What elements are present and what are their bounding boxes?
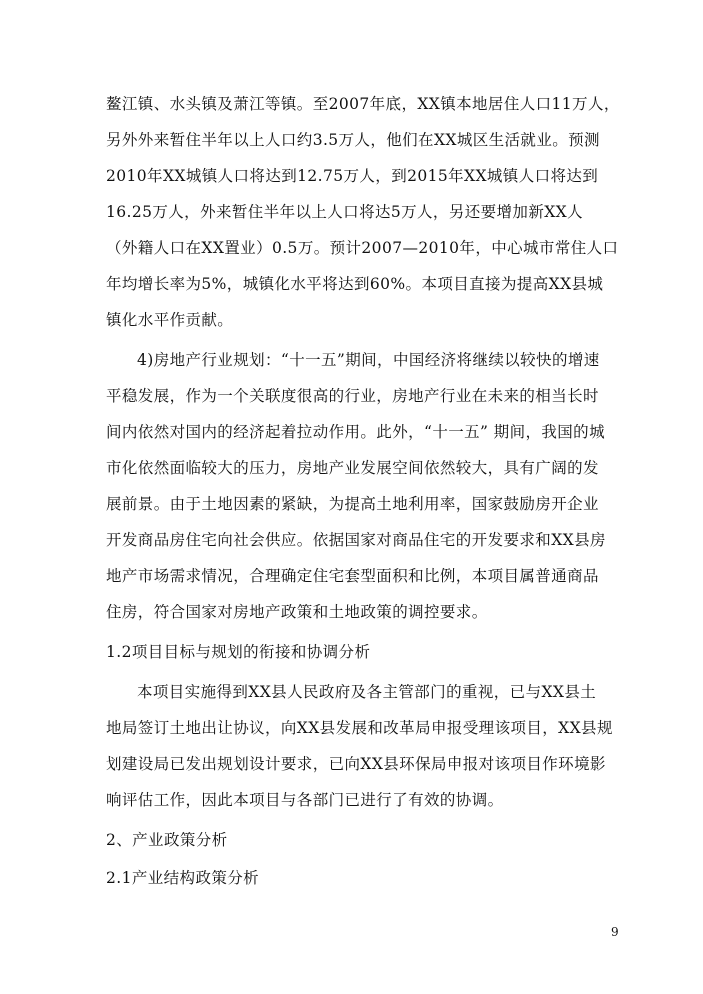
section-heading-2-1: 2.1产业结构政策分析 — [106, 869, 260, 887]
section-heading-1-2: 1.2项目目标与规划的衔接和协调分析 — [106, 643, 371, 661]
text-line: 4)房地产行业规划：“十一五”期间，中国经济将继续以较快的增速 — [137, 351, 600, 369]
text-line: 本项目实施得到XX县人民政府及各主管部门的重视，已与XX县土 — [137, 683, 597, 701]
text-line: 地局签订土地出让协议，向XX县发展和改革局申报受理该项目，XX县规 — [106, 719, 613, 737]
text-line: 间内依然对国内的经济起着拉动作用。此外，“十一五” 期间，我国的城 — [106, 423, 605, 441]
text-line: （外籍人口在XX置业）0.5万。预计2007—2010年，中心城市常住人口 — [106, 239, 619, 257]
text-line: 2010年XX城镇人口将达到12.75万人，到2015年XX城镇人口将达到 — [106, 167, 599, 185]
text-line: 市化依然面临较大的压力，房地产业发展空间依然较大，具有广阔的发 — [106, 459, 599, 477]
page-number: 9 — [611, 925, 619, 939]
text-line: 开发商品房住宅向社会供应。依据国家对商品住宅的开发要求和XX县房 — [106, 531, 606, 549]
text-line: 地产市场需求情况，合理确定住宅套型面积和比例，本项目属普通商品 — [106, 567, 599, 585]
text-line: 16.25万人，外来暂住半年以上人口将达5万人，另还要增加新XX人 — [106, 203, 584, 221]
text-line: 住房，符合国家对房地产政策和土地政策的调控要求。 — [106, 603, 488, 621]
text-line: 展前景。由于土地因素的紧缺，为提高土地利用率，国家鼓励房开企业 — [106, 495, 599, 513]
text-line: 划建设局已发出规划设计要求，已向XX县环保局申报对该项目作环境影 — [106, 755, 606, 773]
section-heading-2: 2、产业政策分析 — [106, 831, 228, 849]
text-line: 年均增长率为5%，城镇化水平将达到60%。本项目直接为提高XX县城 — [106, 275, 604, 293]
text-line: 响评估工作，因此本项目与各部门已进行了有效的协调。 — [106, 791, 504, 809]
text-line: 鳌江镇、水头镇及萧江等镇。至2007年底，XX镇本地居住人口11万人， — [106, 95, 620, 113]
text-line: 平稳发展，作为一个关联度很高的行业，房地产行业在未来的相当长时 — [106, 387, 599, 405]
text-line: 另外外来暂住半年以上人口约3.5万人，他们在XX城区生活就业。预测 — [106, 131, 600, 149]
text-line: 镇化水平作贡献。 — [106, 311, 234, 329]
